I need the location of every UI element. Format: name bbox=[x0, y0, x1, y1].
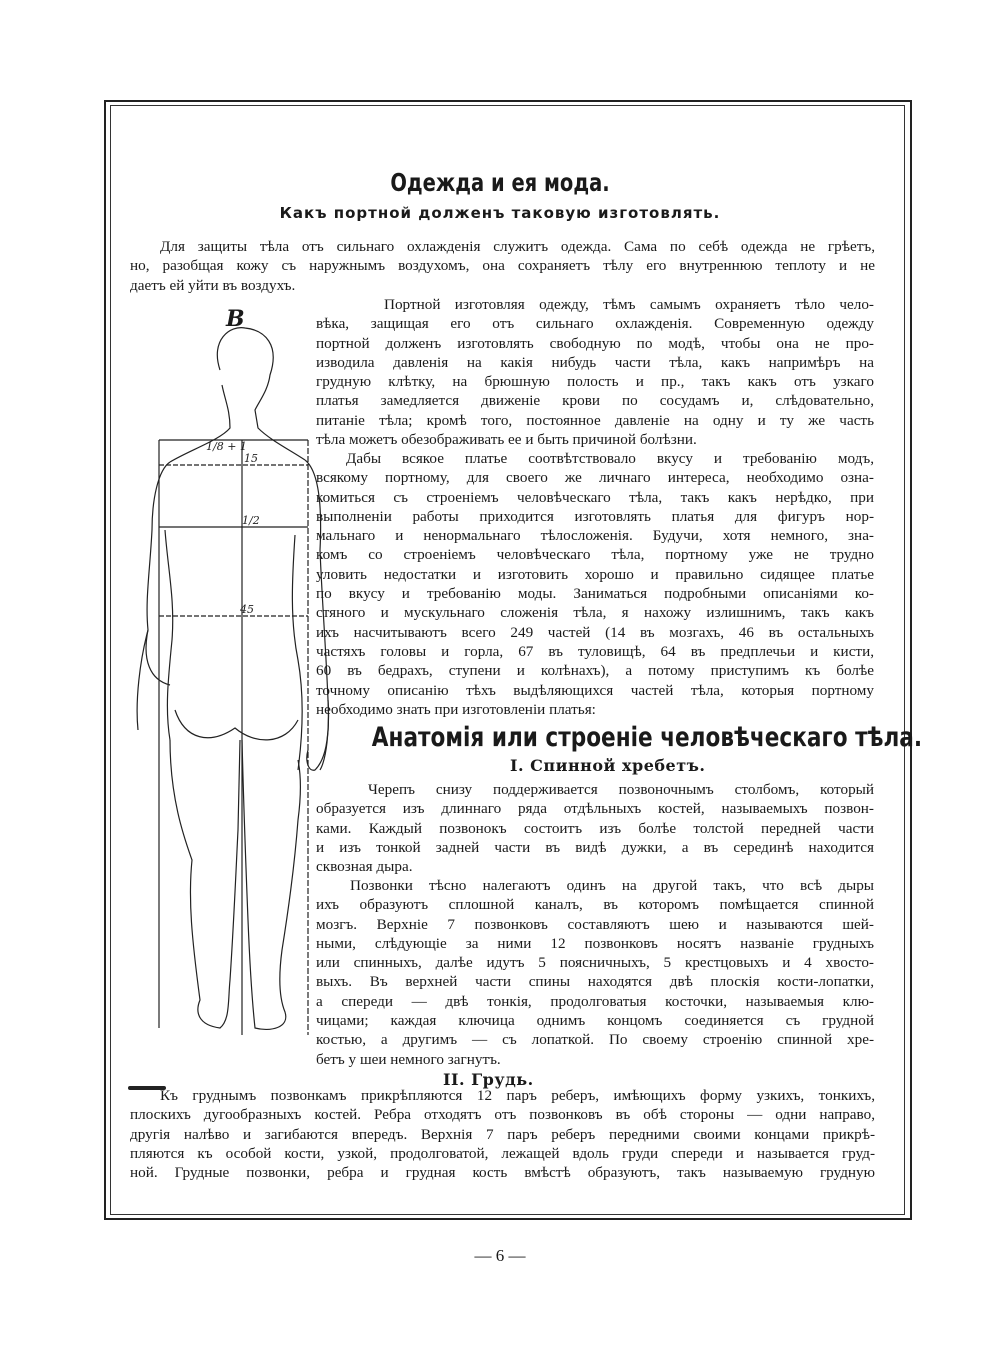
text-line: но, разобщая кожу съ наружнымъ воздухомъ, она сохраняетъ тѣлу его внутреннюю теплоту и не bbox=[130, 257, 875, 275]
text-line: мальнаго и ненормальнаго тѣлосложенія. Будучи, хотя немного, зна- bbox=[316, 527, 874, 545]
text-line: 60 въ бедрахъ, ступени и колѣнахъ), а потому приступимъ къ болѣе bbox=[316, 662, 874, 680]
text-line: платья замедляется движеніе крови по сосудамъ и, слѣдовательно, bbox=[316, 392, 874, 410]
text-line: и изъ тонкой задней части въ видѣ дужки, а въ серединѣ находится bbox=[316, 838, 874, 856]
text-line: выхъ. Въ верхней части спины находятся двѣ плоскія кости-лопатки, bbox=[316, 973, 874, 991]
text-line: Позвонки тѣсно налегаютъ одинъ на другой такъ, что всѣ дыры bbox=[350, 877, 874, 894]
paragraph-chest bbox=[130, 1086, 875, 1182]
page-title: Одежда и ея мода. bbox=[390, 168, 610, 197]
text-line: грудную клѣтку, на брюшную полость и пр., такъ какъ отъ узкаго bbox=[316, 373, 874, 391]
text-line: костью, а другимъ — съ лопаткой. По своему строенію спинной хре- bbox=[316, 1031, 874, 1049]
text-line: комъ со строеніемъ человѣческаго тѣла, портному уже не трудно bbox=[316, 546, 874, 564]
page-number: — 6 — bbox=[474, 1246, 526, 1265]
text-line: чицами; каждая ключица однимъ концомъ соединяется съ грудной bbox=[316, 1012, 874, 1030]
text-line: ными, слѣдующіе за ними 12 позвонковъ носятъ названіе грудныхъ bbox=[316, 934, 874, 952]
text-line: образуется изъ длиннаго ряда отдѣльныхъ костей, называемыхъ позвон- bbox=[316, 800, 874, 818]
text-line: Для защиты тѣла отъ сильнаго охлажденія служитъ одежда. Сама по себѣ одежда не грѣетъ, bbox=[160, 238, 875, 255]
text-line: питаніе тѣла; кромѣ того, постоянное давленіе на одну и ту же часть bbox=[316, 411, 874, 429]
text-line: стяного и мускульнаго сложенія тѣла, я нахожу излишнимъ, такъ какъ bbox=[316, 604, 874, 622]
text-line: бетъ у шеи немного загнутъ. bbox=[316, 1050, 501, 1068]
text-line: выполненіи работы приходится изготовлять платья для фигуръ нор- bbox=[316, 507, 874, 525]
text-line: всякому портному, для своего же личнаго интереса, необходимо озна- bbox=[316, 469, 874, 487]
text-line: точному описанію тѣхъ выдѣляющихся частей тѣла, которыя портному bbox=[316, 681, 874, 699]
measurement-label: 1/8 + 1 bbox=[206, 440, 247, 453]
section-heading-chest: II. Грудь. bbox=[443, 1070, 534, 1089]
paragraph-tailor bbox=[316, 295, 874, 449]
text-line: ихъ образуютъ сплошной каналъ, въ которомъ помѣщается спинной bbox=[316, 896, 874, 914]
text-line: ками. Каждый позвонокъ состоитъ изъ болѣе толстой передней части bbox=[316, 819, 874, 837]
text-line: тѣла можетъ обезображивать ее и быть причиной болѣзни. bbox=[316, 431, 697, 449]
text-line: другія налѣво и загибаются впередъ. Верхнія 7 паръ реберъ передними своими концами прикрѣ- bbox=[130, 1125, 875, 1143]
paragraph-spine-1 bbox=[316, 780, 874, 876]
text-line: ной. Грудные позвонки, ребра и грудная кость вмѣстѣ образуютъ, такъ называемую грудную bbox=[130, 1164, 875, 1182]
intro-paragraph bbox=[130, 237, 875, 295]
text-line: даетъ ей уйти въ воздухъ. bbox=[130, 276, 296, 294]
section-heading-spine: I. Спинной хребетъ. bbox=[510, 756, 706, 775]
text-line: частяхъ головы и горла, 67 въ туловищѣ, 64 въ предплечьи и кисти, bbox=[316, 642, 874, 660]
text-line: а спереди — двѣ тонкія, продолговатыя косточки, называемыя клю- bbox=[316, 992, 874, 1010]
text-line: плоскихъ дугообразныхъ костей. Ребра отходятъ отъ позвонковъ въ обѣ стороны — одни направо, bbox=[130, 1106, 875, 1124]
text-line: портной долженъ изготовлять свободную по модѣ, чтобы она не про- bbox=[316, 334, 874, 352]
text-line: уловить недостатки и изготовить хорошо и правильно сидящее платье bbox=[316, 565, 874, 583]
text-line: Портной изготовляя одежду, тѣмъ самымъ охраняетъ тѣло чело- bbox=[384, 296, 874, 313]
text-line: пляются къ особой кости, узкой, продолговатой, лежащей вдоль груди спереди и называется груд- bbox=[130, 1144, 875, 1162]
text-line: Дабы всякое платье соотвѣтствовало вкусу и требованію модъ, bbox=[346, 450, 874, 467]
section-title-anatomy: Анатомія или строеніе человѣческаго тѣла. bbox=[371, 722, 923, 753]
measurement-label: 15 bbox=[244, 452, 258, 465]
measurement-label: 45 bbox=[240, 603, 254, 616]
text-line: по вкусу и требованію моды. Заниматься подробными описаніями ко- bbox=[316, 585, 874, 603]
paragraph-spine-2 bbox=[316, 876, 874, 1069]
text-line: необходимо знать при изготовленіи платья: bbox=[316, 700, 596, 718]
anatomy-figure-back-view bbox=[130, 300, 335, 1045]
text-line: изводила давленія на какія нибудь части тѣла, какъ напримѣръ на bbox=[316, 353, 874, 371]
text-line: ихъ насчитываютъ всего 249 частей (14 въ мозгахъ, 46 въ остальныхъ bbox=[316, 623, 874, 641]
text-line: мозгъ. Верхніе 7 позвонковъ составляютъ шею и называются шей- bbox=[316, 915, 874, 933]
page-subtitle: Какъ портной долженъ таковую изготовлять. bbox=[279, 204, 721, 222]
figure-label: B bbox=[226, 306, 245, 332]
text-line: вѣка, защищая его отъ сильнаго охлажденія. Современную одежду bbox=[316, 315, 874, 333]
text-line: или спинныхъ, далѣе идутъ 5 поясничныхъ, 5 крестцовыхъ и 4 хвосто- bbox=[316, 954, 874, 972]
text-line: комиться съ строеніемъ человѣческаго тѣла, такъ какъ нерѣдко, при bbox=[316, 488, 874, 506]
text-line: сквозная дыра. bbox=[316, 858, 413, 876]
measurement-label: 1/2 bbox=[242, 514, 260, 527]
paragraph-fashion bbox=[316, 449, 874, 719]
text-line: Черепъ снизу поддерживается позвоночнымъ столбомъ, который bbox=[368, 781, 874, 798]
text-line: Къ груднымъ позвонкамъ прикрѣпляются 12 паръ реберъ, имѣющихъ форму узкихъ, тонкихъ, bbox=[160, 1087, 875, 1104]
